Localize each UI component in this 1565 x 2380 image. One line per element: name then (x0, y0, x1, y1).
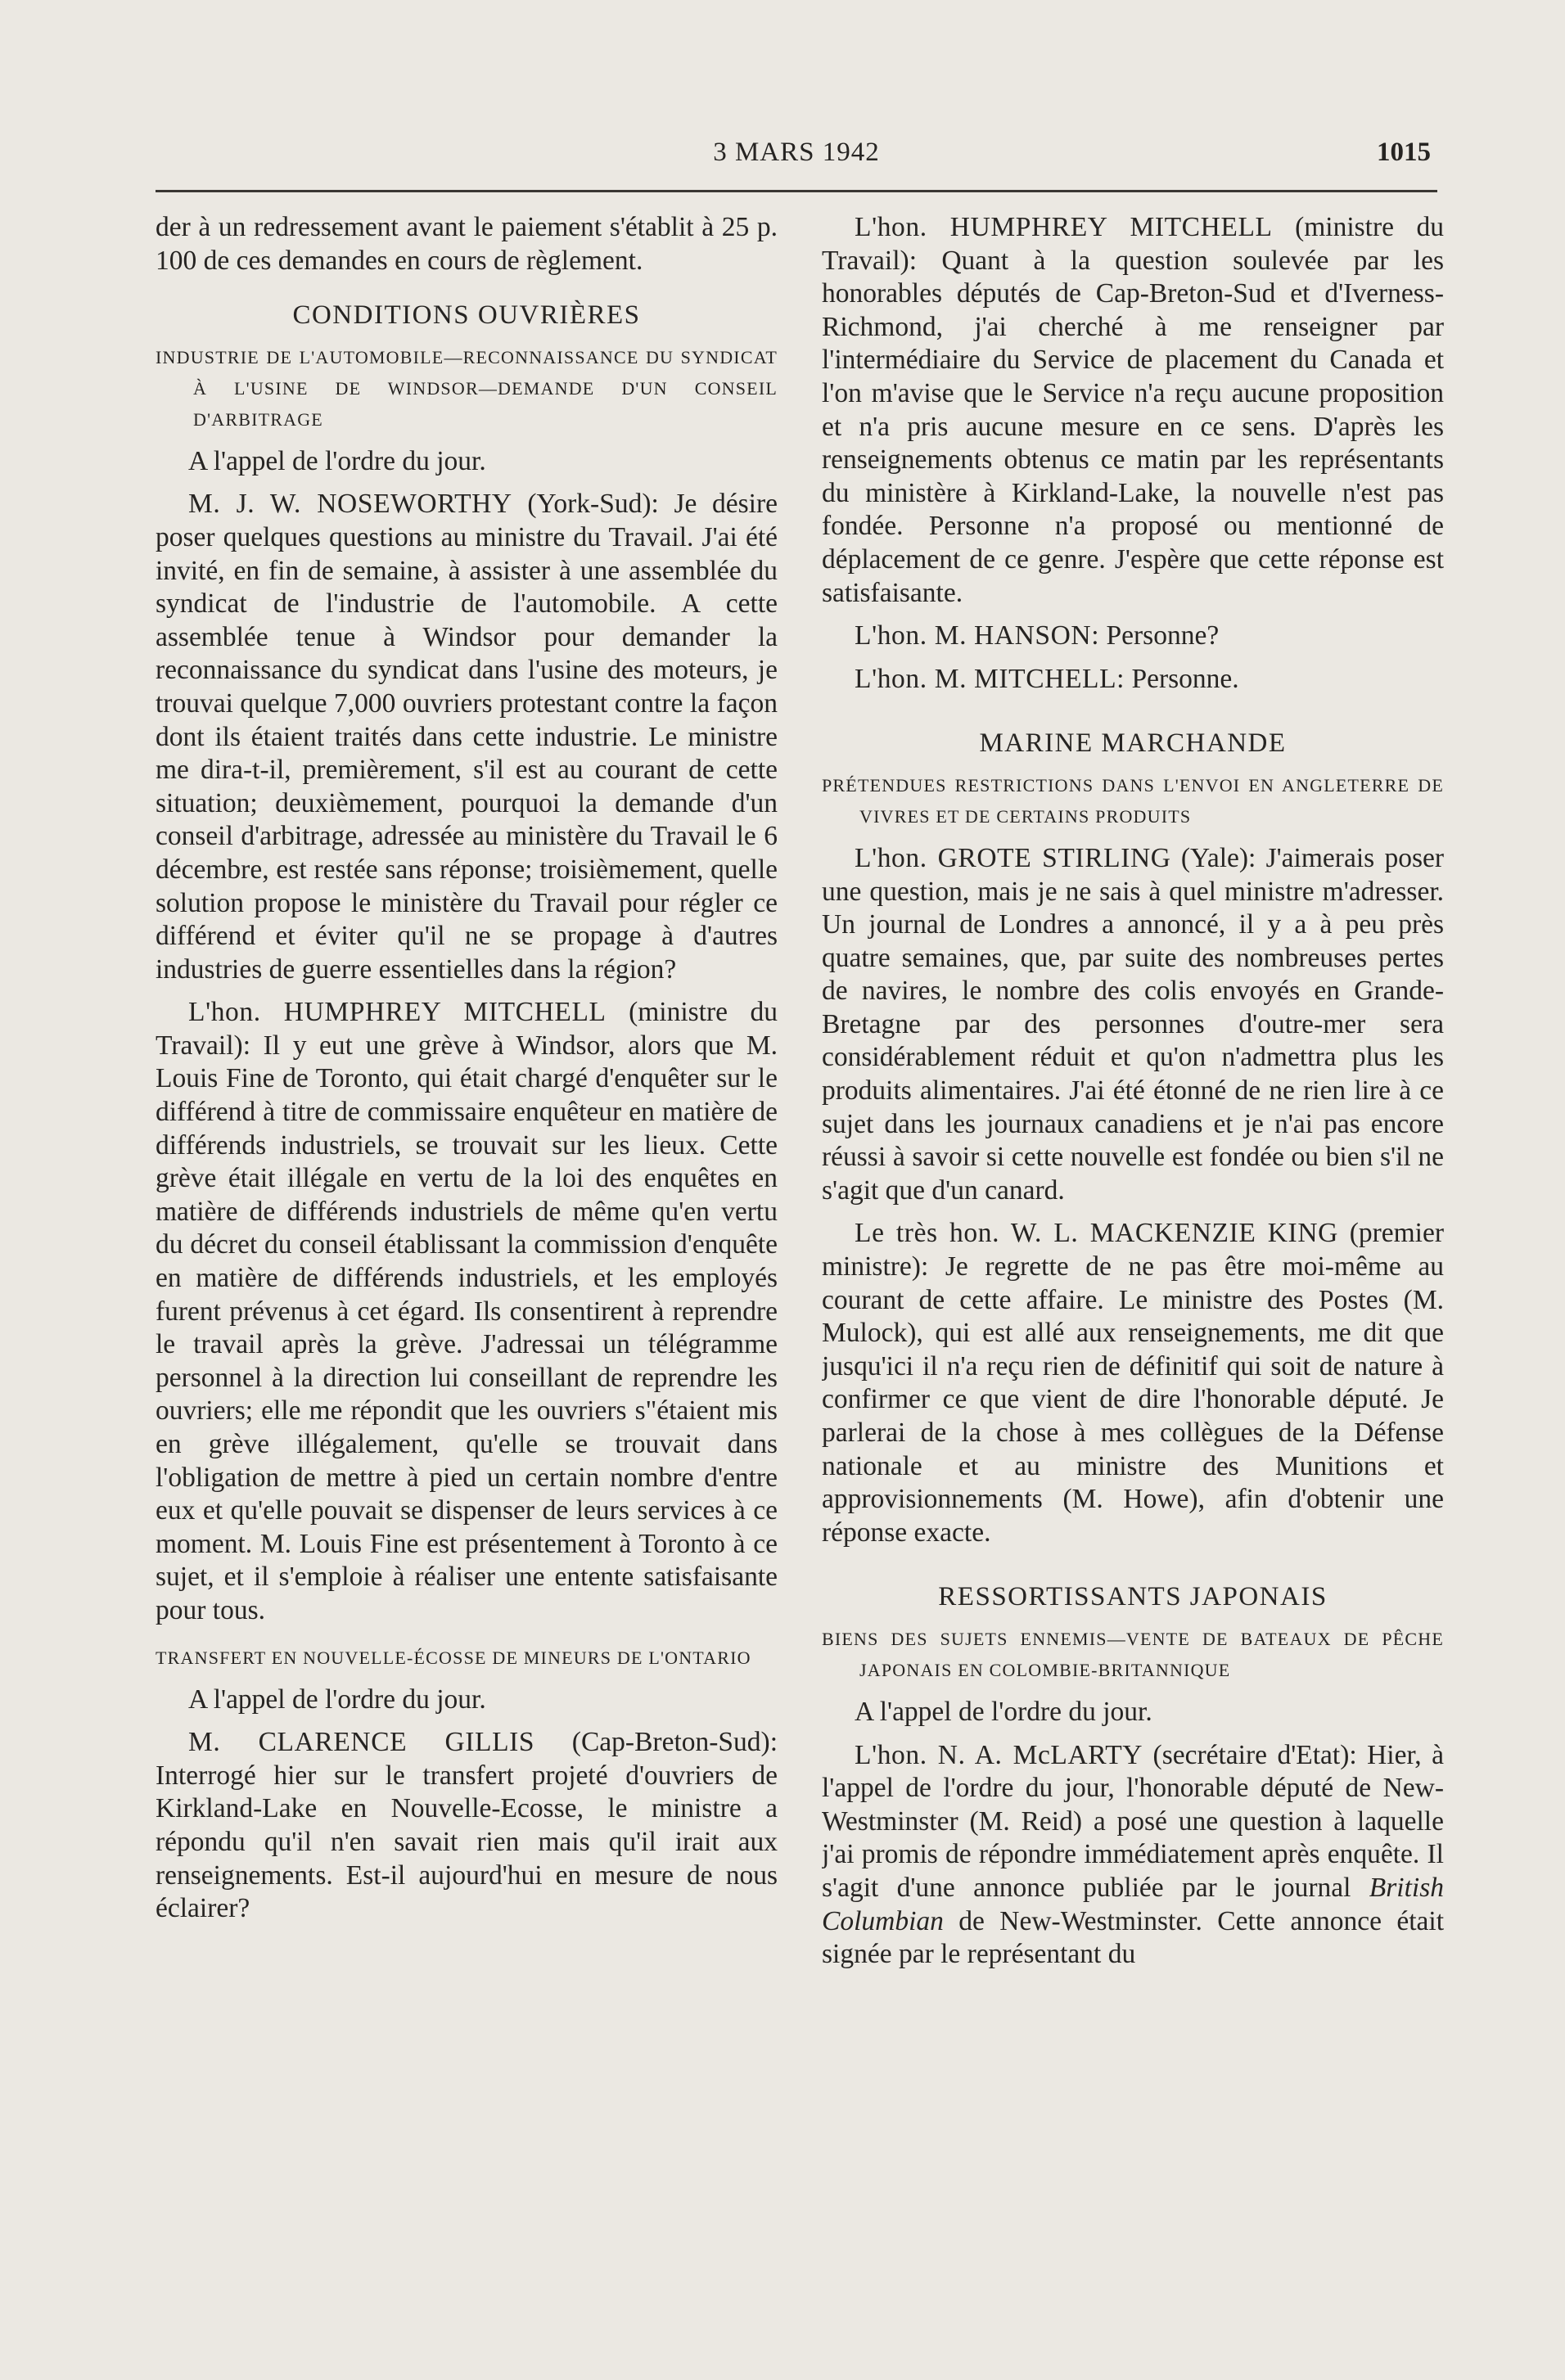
paragraph-mitchell-3 (822, 663, 1444, 696)
page-header (156, 137, 1437, 187)
paragraph-king (822, 1217, 1444, 1549)
order-of-day: A l'appel de l'ordre du jour. (188, 1684, 486, 1715)
speech-text: Personne? (1106, 620, 1220, 651)
paragraph-intro: der à un redressement avant le paiement s'établit à 25 p. 100 de ces demandes en cours de règlement. (156, 212, 778, 276)
speaker-name: Le très hon. W. L. MACKENZIE KING (855, 1218, 1338, 1249)
page-number: 1015 (1377, 137, 1431, 167)
section-subtitle-biens: BIENS DES SUJETS ENNEMIS—VENTE DE BATEAUX DE PÊCHE JAPONAIS EN COLOMBIE-BRITANNIQUE (822, 1628, 1444, 1680)
section-title-marine: MARINE MARCHANDE (979, 728, 1287, 759)
paragraph-gillis (156, 1726, 778, 1926)
section-title-conditions: CONDITIONS OUVRIÈRES (292, 300, 641, 331)
header-date: 3 MARS 1942 (713, 137, 880, 167)
section-subtitle-restrictions: PRÉTENDUES RESTRICTIONS DANS L'ENVOI EN ANGLETERRE DE VIVRES ET DE CERTAINS PRODUITS (822, 774, 1444, 827)
paragraph-hanson (822, 620, 1444, 653)
section-subtitle-automobile: INDUSTRIE DE L'AUTOMOBILE—RECONNAISSANCE DU SYNDICAT À L'USINE DE WINDSOR—DEMANDE D'UN CONSEIL D'ARBITRAGE (156, 346, 778, 430)
paragraph-mitchell-2 (822, 211, 1444, 610)
speech-text: (premier ministre): Je regrette de ne pas être moi-même au courant de cette affaire. Le ministre des Postes (M. Mulock), qui est allé aux renseignements, me dit que jusqu'ici il n'a reçu rien de définitif qui soit de nature à confirmer ce que vient de dire l'honorable député. Je parlerai de la chose à mes collègues de la Défense nationale et au ministre des Munitions et approvisionnements (M. Howe), afin d'obtenir une réponse exacte. (822, 1218, 1444, 1548)
speaker-name: L'hon. HUMPHREY MITCHELL (855, 212, 1273, 242)
left-column (156, 211, 778, 2339)
section-subtitle-transfert: TRANSFERT EN NOUVELLE-ÉCOSSE DE MINEURS DE L'ONTARIO (156, 1647, 751, 1668)
newspaper-title: British Columbian (822, 1872, 1444, 1936)
speaker-name: L'hon. M. MITCHELL: (855, 663, 1125, 694)
paragraph-mclarty (822, 1739, 1444, 1972)
right-column (822, 211, 1444, 2339)
section-title-japonais: RESSORTISSANTS JAPONAIS (938, 1582, 1328, 1612)
speech-text-end: de New-Westminster. Cette annonce était signée par le représentant du (822, 1905, 1444, 1970)
speech-text: (Yale): J'aimerais poser une question, mais je ne sais à quel ministre m'adresser. Un journal de Londres a annoncé, il y a à peu près quatre semaines, que, par suite des nombreuses pertes de navires, le nombre des colis envoyés en Grande-Bretagne par des personnes d'outre-mer sera considérablement réduit et qu'on n'admettra plus les produits alimentaires. J'ai été étonné de ne rien lire à ce sujet dans les journaux canadiens et je n'ai pas encore réussi à savoir si cette nouvelle est fondée ou bien s'il ne s'agit que d'un canard. (822, 842, 1444, 1206)
speaker-name: L'hon. N. A. McLARTY (855, 1739, 1143, 1770)
speaker-name: M. CLARENCE GILLIS (188, 1727, 535, 1758)
speaker-name: M. J. W. NOSEWORTHY (188, 489, 512, 520)
order-of-day: A l'appel de l'ordre du jour. (188, 445, 486, 476)
paragraph-stirling (822, 842, 1444, 1208)
paragraph-noseworthy (156, 488, 778, 986)
speech-text: Personne. (1131, 663, 1239, 694)
speaker-name: L'hon. HUMPHREY MITCHELL (188, 997, 607, 1028)
paragraph-mitchell-1 (156, 996, 778, 1627)
speaker-name: L'hon. M. HANSON: (855, 620, 1100, 651)
header-rule (156, 190, 1437, 192)
speech-text: (Cap-Breton-Sud): Interrogé hier sur le transfert projeté d'ouvriers de Kirkland-Lake en Nouvelle-Ecosse, le ministre a répondu qu'il n'en savait rien mais qu'il irait aux renseignements. Est-il aujourd'hui en mesure de nous éclairer? (156, 1727, 778, 1924)
speech-text: (ministre du Travail): Quant à la question soulevée par les honorables députés de Cap-Breton-Sud et d'Iverness-Richmond, j'ai cherché à me renseigner par l'intermédiaire du Service de placement du Canada et l'on m'avise que le Service n'a reçu aucune proposition et n'a pris aucune mesure en ce sens. D'après les renseignements obtenus ce matin par les représentants du ministère à Kirkland-Lake, la nouvelle n'est pas fondée. Personne n'a proposé ou mentionné de déplacement de ce genre. J'espère que cette réponse est satisfaisante. (822, 212, 1444, 608)
order-of-day: A l'appel de l'ordre du jour. (855, 1696, 1152, 1727)
speech-text: (secrétaire d'Etat): Hier, à l'appel de l'ordre du jour, l'honorable député de New-Westminster (M. Reid) a posé une question à laquelle j'ai promis de répondre immédiatement après enquête. Il s'agit d'une annonce publiée par le journal (822, 1739, 1444, 1903)
speech-text: (York-Sud): Je désire poser quelques questions au ministre du Travail. J'ai été invité, en fin de semaine, à assister à une assemblée du syndicat de l'industrie de l'automobile. A cette assemblée tenue à Windsor pour demander la reconnaissance du syndicat dans l'usine des moteurs, je trouvai quelque 7,000 ouvriers protestant contre la façon dont ils étaient traités dans cette industrie. Le ministre me dira-t-il, premièrement, s'il est au courant de cette situation; deuxièmement, pourquoi la demande d'un conseil d'arbitrage, adressée au ministère du Travail le 6 décembre, est restée sans réponse; troisièmement, quelle solution propose le ministère du Travail pour régler ce différend et éviter qu'il ne se propage à d'autres industries de guerre essentielles dans la région? (156, 489, 778, 985)
speech-text: (ministre du Travail): Il y eut une grève à Windsor, alors que M. Louis Fine de Toronto, qui était chargé d'enquêter sur le différend à titre de commissaire enquêteur en matière de différends industriels, se trouvait sur les lieux. Cette grève était illégale en vertu de la loi des enquêtes en matière de différends industriels de même qu'en vertu du décret du conseil établissant la commission d'enquête en matière de différends industriels, et les employés furent prévenus à cet égard. Ils consentirent à reprendre le travail après la grève. J'adressai un télégramme personnel à la direction lui conseillant de reprendre les ouvriers; elle me répondit que les ouvriers s"étaient mis en grève illégalement, qu'elle se trouvait dans l'obligation de mettre à pied un certain nombre d'entre eux et qu'elle pouvait se dispenser de leurs services à ce moment. M. Louis Fine est présentement à Toronto à ce sujet, et il s'emploie à réaliser une entente satisfaisante pour tous. (156, 997, 778, 1625)
speaker-name: L'hon. GROTE STIRLING (855, 842, 1171, 873)
